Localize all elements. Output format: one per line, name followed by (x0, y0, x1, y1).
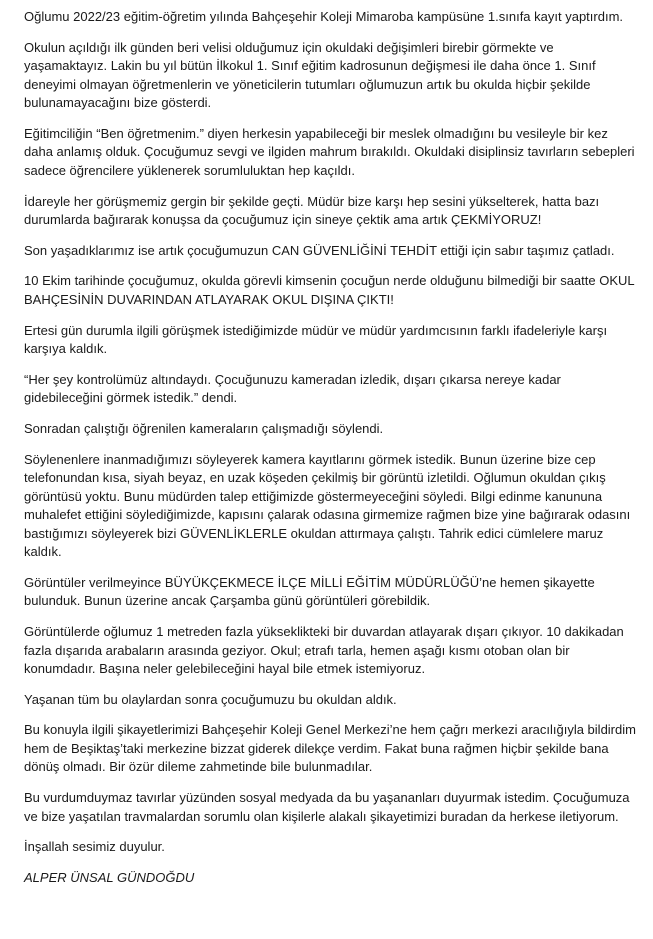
paragraph-quote: “Her şey kontrolümüz altındaydı. Çocuğunuzu kameradan izledik, dışarı çıkarsa nereye kadar gidebileceğini görmek istedik.” dendi. (24, 371, 561, 406)
paragraph-withdrawal: Yaşanan tüm bu olaylardan sonra çocuğumuzu bu okuldan aldık. (24, 691, 397, 707)
paragraph-complaint-hq: Bu konuyla ilgili şikayetlerimizi Bahçeşehir Koleji Genel Merkezi’ne hem çağrı merkezi aracılığıyla bildirdim hem de Beşiktaş’taki merkezine bizzat giderek dilekçe verdim. Fakat buna rağmen hiçbir şekilde bana dönüş olmadı. Bir özür dileme zahmetinde bile bulunmadılar. (24, 722, 636, 775)
paragraph-cameras: Sonradan çalıştığı öğrenilen kameraların çalışmadığı söylendi. (24, 421, 384, 436)
paragraph-meeting: Ertesi gün durumla ilgili görüşmek istediğimizde müdür ve müdür yardımcısının farklı ifadeleriyle karşı karşıya kaldık. (24, 322, 608, 357)
signature: ALPER ÜNSAL GÜNDOĞDU (24, 870, 195, 885)
paragraph-complaint-district: Görüntüler verilmeyince BÜYÜKÇEKMECE İLÇE MİLLİ EĞİTİM MÜDÜRLÜĞÜ’ne hemen şikayette bulunduk. Bunun üzerine ancak Çarşamba günü görüntüleri görebildik. (24, 574, 595, 609)
paragraph-footage: Görüntülerde oğlumuz 1 metreden fazla yükseklikteki bir duvardan atlayarak dışarı çıkıyor. 10 dakikadan fazla dışarıda arabaların arasında geziyor. Okul; etrafı tarla, hemen aşağı kısmı otoban olan bir konumdadır. Başına neler gelebileceğini hayal bile etmek istemiyoruz. (24, 624, 624, 677)
paragraph-administration: İdareyle her görüşmemiz gergin bir şekilde geçti. Müdür bize karşı hep sesini yükselterek, hatta bazı durumlarda bağırarak konuşsa da çocuğumuz için sineye çektik ama artık ÇEKMİYORUZ! (24, 193, 600, 228)
paragraph-incident: 10 Ekim tarihinde çocuğumuz, okulda görevli kimsenin çocuğun nerde olduğunu bilmediği bir saatte OKUL BAHÇESİNİN DUVARINDAN ATLAYARAK OKUL DIŞINA ÇIKTI! (24, 273, 635, 307)
document-body (24, 8, 636, 888)
paragraph-recordings: Söylenenlere inanmadığımızı söyleyerek kamera kayıtlarını görmek istedik. Bunun üzerine bize cep telefonundan kısa, siyah beyaz, en uzak köşeden çekilmiş bir görüntü izletildi. Oğlumun okuldan çıkış görüntüsü yoktu. Bunu müdürden talep ettiğimizde göstermeyeceğini söyledi. Bilgi edinme kanununa muhalefet ettiğini söylediğimizde, kapısını çalarak odasına girmemize rağmen bize yine bağırarak odasını bastığımızı söyleyerek bizi GÜVENLİKLERLE okuldan attırmaya çalıştı. Tahrik edici cümlelere maruz kaldık. (24, 451, 631, 560)
paragraph-social-media: Bu vurdumduymaz tavırlar yüzünden sosyal medyada da bu yaşananları duyurmak istedim. Çocuğumuza ve bize yaşatılan travmalardan sorumlu olan kişilerle alakalı şikayetimizi buradan da herkese iletiyorum. (24, 790, 630, 824)
paragraph-enrollment: Oğlumu 2022/23 eğitim-öğretim yılında Bahçeşehir Koleji Mimaroba kampüsüne 1.sınıfa kayıt yaptırdım. (24, 9, 624, 24)
paragraph-teaching: Eğitimciliğin “Ben öğretmenim.” diyen herkesin yapabileceği bir meslek olmadığını bu vesileyle bir kez daha anlamış olduk. Çocuğumuz sevgi ve ilgiden mahrum bırakıldı. Okuldaki disiplinsiz tavırların sebepleri sadece öğrencilere yüklenerek sorumluluktan hep kaçıldı. (24, 125, 635, 178)
paragraph-safety: Son yaşadıklarımız ise artık çocuğumuzun CAN GÜVENLİĞİNİ TEHDİT ettiği için sabır taşımız çatladı. (24, 242, 615, 258)
paragraph-closing: İnşallah sesimiz duyulur. (24, 839, 165, 855)
paragraph-changes: Okulun açıldığı ilk günden beri velisi olduğumuz için okuldaki değişimleri birebir görmekte ve yaşamaktayız. Lakin bu yıl bütün İlkokul 1. Sınıf eğitim kadrosunun değişmesi ile daha önce 1. Sınıf deneyimi olmayan öğretmenlerin ve yöneticilerin tutumları oğlumuzun artık bu okulda hiçbir şekilde bulunamayacağını bize gösterdi. (24, 39, 596, 111)
